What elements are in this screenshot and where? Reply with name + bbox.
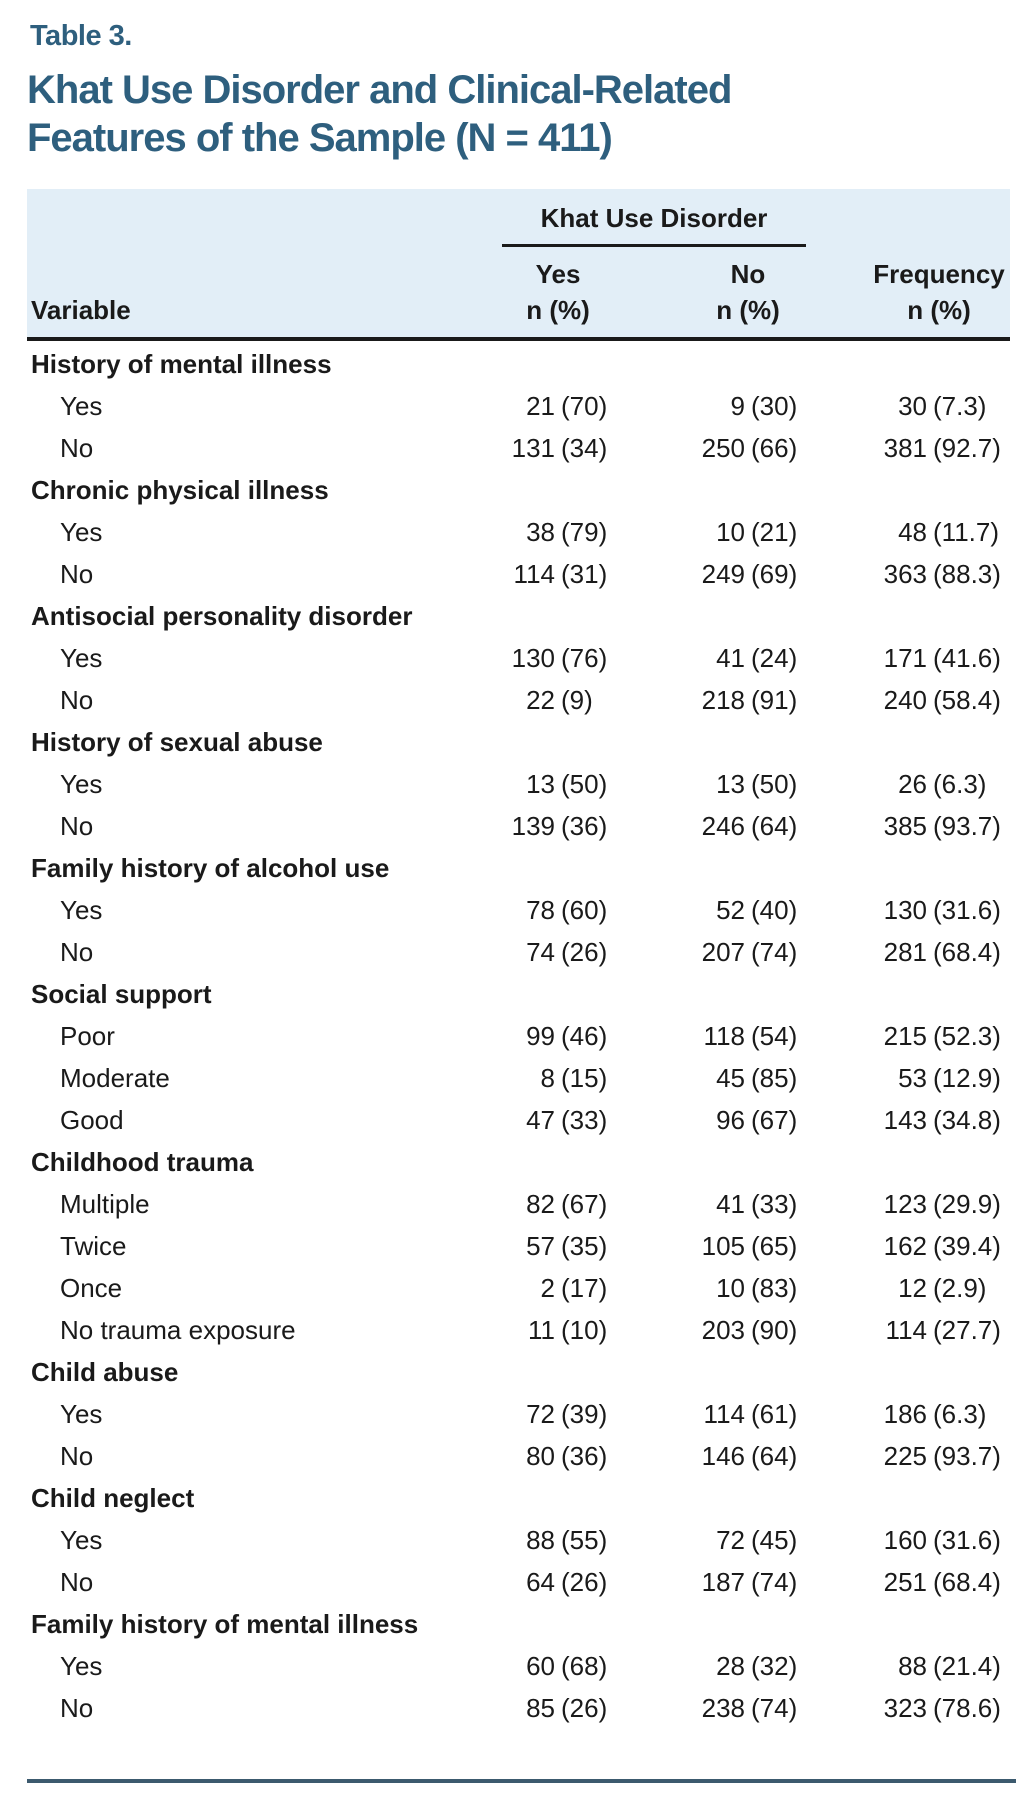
percent-value: (12.9) bbox=[933, 1062, 1001, 1093]
percent-value: (65) bbox=[751, 1230, 798, 1261]
count-value: 11 bbox=[528, 1314, 555, 1345]
section-row bbox=[27, 1603, 1010, 1645]
value-cell-freq bbox=[798, 1063, 1010, 1094]
value-cell-freq bbox=[798, 517, 1010, 548]
section-label: Child abuse bbox=[31, 1356, 179, 1387]
percent-value: (33) bbox=[561, 1104, 608, 1135]
value-cell-freq bbox=[798, 1315, 1010, 1346]
count-value: 41 bbox=[716, 642, 745, 673]
table-row bbox=[27, 931, 1010, 973]
count-value: 10 bbox=[716, 1272, 745, 1303]
count-value: 118 bbox=[703, 1020, 745, 1051]
table-row bbox=[27, 805, 1010, 847]
value-cell-freq bbox=[798, 1021, 1010, 1052]
value-cell-no bbox=[608, 1567, 798, 1598]
count-value: 215 bbox=[883, 1020, 927, 1051]
count-value: 323 bbox=[883, 1692, 927, 1723]
column-subheader-yes: n (%) bbox=[526, 295, 590, 325]
value-cell-yes bbox=[438, 559, 608, 590]
value-cell-no bbox=[608, 685, 798, 716]
value-cell-freq bbox=[798, 769, 1010, 800]
count-value: 57 bbox=[526, 1230, 555, 1261]
value-cell-yes bbox=[438, 1525, 608, 1556]
value-cell-freq bbox=[798, 811, 1010, 842]
table-row bbox=[27, 1435, 1010, 1477]
percent-value: (26) bbox=[561, 1692, 608, 1723]
count-value: 74 bbox=[526, 936, 555, 967]
count-value: 385 bbox=[883, 810, 927, 841]
value-cell-no bbox=[608, 433, 798, 464]
count-value: 240 bbox=[883, 684, 927, 715]
section-row bbox=[27, 847, 1010, 889]
page-title bbox=[27, 66, 731, 162]
percent-value: (66) bbox=[751, 432, 798, 463]
count-value: 130 bbox=[883, 894, 927, 925]
value-cell-yes bbox=[438, 1063, 608, 1094]
value-cell-freq bbox=[798, 1273, 1010, 1304]
percent-value: (15) bbox=[561, 1062, 608, 1093]
value-cell-freq bbox=[798, 1105, 1010, 1136]
percent-value: (58.4) bbox=[933, 684, 1001, 715]
percent-value: (93.7) bbox=[933, 1440, 1001, 1471]
section-label: History of mental illness bbox=[31, 348, 332, 379]
value-cell-no bbox=[608, 1189, 798, 1220]
value-cell-freq bbox=[798, 559, 1010, 590]
count-value: 72 bbox=[716, 1524, 745, 1555]
count-value: 52 bbox=[716, 894, 745, 925]
count-value: 171 bbox=[883, 642, 927, 673]
section-label: Family history of mental illness bbox=[31, 1608, 419, 1639]
count-value: 47 bbox=[526, 1104, 555, 1135]
percent-value: (39.4) bbox=[933, 1230, 1001, 1261]
count-value: 281 bbox=[883, 936, 927, 967]
value-cell-yes bbox=[438, 685, 608, 716]
count-value: 123 bbox=[883, 1188, 927, 1219]
percent-value: (36) bbox=[561, 810, 608, 841]
count-value: 162 bbox=[883, 1230, 927, 1261]
count-value: 105 bbox=[701, 1230, 745, 1261]
percent-value: (39) bbox=[561, 1398, 608, 1429]
section-label: Childhood trauma bbox=[31, 1146, 254, 1177]
count-value: 225 bbox=[883, 1440, 927, 1471]
count-value: 12 bbox=[898, 1272, 927, 1303]
column-header-no: No bbox=[730, 259, 766, 289]
row-label: No bbox=[60, 936, 94, 967]
count-value: 203 bbox=[701, 1314, 745, 1345]
count-value: 2 bbox=[540, 1272, 555, 1303]
count-value: 9 bbox=[730, 390, 745, 421]
count-value: 82 bbox=[526, 1188, 555, 1219]
percent-value: (50) bbox=[561, 768, 608, 799]
value-cell-no bbox=[608, 1399, 798, 1430]
count-value: 251 bbox=[883, 1566, 927, 1597]
percent-value: (40) bbox=[751, 894, 798, 925]
percent-value: (33) bbox=[751, 1188, 798, 1219]
count-value: 88 bbox=[898, 1650, 927, 1681]
value-cell-freq bbox=[798, 1567, 1010, 1598]
percent-value: (69) bbox=[751, 558, 798, 589]
percent-value: (60) bbox=[561, 894, 608, 925]
value-cell-yes bbox=[438, 1567, 608, 1598]
value-cell-no bbox=[608, 895, 798, 926]
percent-value: (24) bbox=[751, 642, 798, 673]
value-cell-yes bbox=[438, 937, 608, 968]
count-value: 143 bbox=[883, 1104, 927, 1135]
percent-value: (6.3) bbox=[933, 1398, 987, 1429]
percent-value: (68.4) bbox=[933, 936, 1001, 967]
percent-value: (88.3) bbox=[933, 558, 1001, 589]
section-row bbox=[27, 469, 1010, 511]
table-row bbox=[27, 553, 1010, 595]
value-cell-freq bbox=[798, 1399, 1010, 1430]
table-row bbox=[27, 1687, 1010, 1729]
count-value: 363 bbox=[883, 558, 927, 589]
value-cell-freq bbox=[798, 1525, 1010, 1556]
value-cell-no bbox=[608, 1021, 798, 1052]
percent-value: (54) bbox=[751, 1020, 798, 1051]
section-label: Family history of alcohol use bbox=[31, 852, 390, 883]
percent-value: (32) bbox=[751, 1650, 798, 1681]
percent-value: (27.7) bbox=[933, 1314, 1001, 1345]
percent-value: (74) bbox=[751, 1566, 798, 1597]
percent-value: (76) bbox=[561, 642, 608, 673]
data-table bbox=[27, 189, 1010, 1729]
count-value: 187 bbox=[701, 1566, 745, 1597]
count-value: 45 bbox=[716, 1062, 745, 1093]
value-cell-yes bbox=[438, 1105, 608, 1136]
percent-value: (2.9) bbox=[933, 1272, 987, 1303]
row-label: Yes bbox=[60, 1524, 103, 1555]
value-cell-yes bbox=[438, 895, 608, 926]
row-label: No bbox=[60, 684, 94, 715]
spanner-spacer-right bbox=[798, 201, 1010, 247]
row-label: Twice bbox=[60, 1230, 127, 1261]
table-row bbox=[27, 427, 1010, 469]
percent-value: (31) bbox=[561, 558, 608, 589]
spanner-wrap bbox=[438, 201, 798, 247]
table-body bbox=[27, 341, 1010, 1729]
percent-value: (17) bbox=[561, 1272, 608, 1303]
value-cell-no bbox=[608, 811, 798, 842]
table-row bbox=[27, 889, 1010, 931]
column-label-spacer bbox=[27, 257, 438, 291]
value-cell-freq bbox=[798, 1231, 1010, 1262]
percent-value: (61) bbox=[751, 1398, 798, 1429]
table-row bbox=[27, 1645, 1010, 1687]
count-value: 99 bbox=[526, 1020, 555, 1051]
percent-value: (68) bbox=[561, 1650, 608, 1681]
percent-value: (70) bbox=[561, 390, 608, 421]
value-cell-freq bbox=[798, 685, 1010, 716]
value-cell-yes bbox=[438, 1441, 608, 1472]
count-value: 60 bbox=[526, 1650, 555, 1681]
spanner-row bbox=[27, 201, 1010, 247]
percent-value: (6.3) bbox=[933, 768, 987, 799]
column-sublabel-row bbox=[27, 293, 1010, 327]
percent-value: (78.6) bbox=[933, 1692, 1001, 1723]
section-row bbox=[27, 595, 1010, 637]
page-title-line1: Khat Use Disorder and Clinical-Related bbox=[27, 68, 732, 112]
count-value: 131 bbox=[511, 432, 555, 463]
table-row bbox=[27, 1183, 1010, 1225]
count-value: 85 bbox=[526, 1692, 555, 1723]
section-row bbox=[27, 973, 1010, 1015]
count-value: 48 bbox=[898, 516, 927, 547]
value-cell-no bbox=[608, 937, 798, 968]
spanner-spacer bbox=[27, 201, 438, 247]
count-value: 26 bbox=[898, 768, 927, 799]
count-value: 30 bbox=[898, 390, 927, 421]
row-label: No bbox=[60, 558, 94, 589]
row-label: Once bbox=[60, 1272, 123, 1303]
value-cell-yes bbox=[438, 1315, 608, 1346]
count-value: 114 bbox=[703, 1398, 745, 1429]
count-value: 13 bbox=[716, 768, 745, 799]
spanner-heading: Khat Use Disorder bbox=[502, 201, 806, 247]
percent-value: (11.7) bbox=[933, 516, 999, 547]
value-cell-no bbox=[608, 1105, 798, 1136]
percent-value: (64) bbox=[751, 810, 798, 841]
percent-value: (83) bbox=[751, 1272, 798, 1303]
section-row bbox=[27, 1477, 1010, 1519]
count-value: 88 bbox=[526, 1524, 555, 1555]
percent-value: (30) bbox=[751, 390, 798, 421]
table-row bbox=[27, 1561, 1010, 1603]
percent-value: (31.6) bbox=[933, 1524, 1001, 1555]
count-value: 238 bbox=[701, 1692, 745, 1723]
count-value: 38 bbox=[526, 516, 555, 547]
count-value: 186 bbox=[883, 1398, 927, 1429]
value-cell-yes bbox=[438, 811, 608, 842]
value-cell-freq bbox=[798, 1693, 1010, 1724]
section-label: History of sexual abuse bbox=[31, 726, 323, 757]
table-row bbox=[27, 1267, 1010, 1309]
row-label: Multiple bbox=[60, 1188, 150, 1219]
value-cell-yes bbox=[438, 433, 608, 464]
row-label: No bbox=[60, 1692, 94, 1723]
percent-value: (74) bbox=[751, 1692, 798, 1723]
table-row bbox=[27, 1015, 1010, 1057]
count-value: 13 bbox=[526, 768, 555, 799]
value-cell-freq bbox=[798, 1441, 1010, 1472]
percent-value: (46) bbox=[561, 1020, 608, 1051]
value-cell-yes bbox=[438, 1399, 608, 1430]
value-cell-yes bbox=[438, 1021, 608, 1052]
row-label: Moderate bbox=[60, 1062, 170, 1093]
table-row bbox=[27, 1309, 1010, 1351]
table-row bbox=[27, 1225, 1010, 1267]
percent-value: (26) bbox=[561, 936, 608, 967]
row-label: Yes bbox=[60, 1398, 103, 1429]
table-row bbox=[27, 511, 1010, 553]
value-cell-no bbox=[608, 391, 798, 422]
table-row bbox=[27, 1057, 1010, 1099]
section-label: Child neglect bbox=[31, 1482, 195, 1513]
section-row bbox=[27, 343, 1010, 385]
count-value: 41 bbox=[716, 1188, 745, 1219]
value-cell-yes bbox=[438, 1231, 608, 1262]
percent-value: (74) bbox=[751, 936, 798, 967]
percent-value: (21.4) bbox=[933, 1650, 1001, 1681]
table-row bbox=[27, 385, 1010, 427]
count-value: 207 bbox=[701, 936, 745, 967]
row-label: Poor bbox=[60, 1020, 115, 1051]
count-value: 96 bbox=[716, 1104, 745, 1135]
count-value: 21 bbox=[526, 390, 555, 421]
percent-value: (90) bbox=[751, 1314, 798, 1345]
value-cell-no bbox=[608, 517, 798, 548]
value-cell-yes bbox=[438, 517, 608, 548]
percent-value: (64) bbox=[751, 1440, 798, 1471]
value-cell-freq bbox=[798, 1189, 1010, 1220]
percent-value: (41.6) bbox=[933, 642, 1001, 673]
column-subheader-freq: n (%) bbox=[907, 295, 971, 325]
count-value: 246 bbox=[701, 810, 745, 841]
value-cell-freq bbox=[798, 895, 1010, 926]
column-label-row bbox=[27, 257, 1010, 291]
row-label: No bbox=[60, 432, 94, 463]
value-cell-no bbox=[608, 1231, 798, 1262]
value-cell-no bbox=[608, 1441, 798, 1472]
row-label: Yes bbox=[60, 1650, 103, 1681]
percent-value: (35) bbox=[561, 1230, 608, 1261]
value-cell-no bbox=[608, 1273, 798, 1304]
percent-value: (21) bbox=[751, 516, 798, 547]
percent-value: (79) bbox=[561, 516, 608, 547]
percent-value: (92.7) bbox=[933, 432, 1001, 463]
table-row bbox=[27, 1519, 1010, 1561]
value-cell-freq bbox=[798, 391, 1010, 422]
percent-value: (36) bbox=[561, 1440, 608, 1471]
row-label: Yes bbox=[60, 390, 103, 421]
table-row bbox=[27, 637, 1010, 679]
count-value: 130 bbox=[511, 642, 555, 673]
percent-value: (91) bbox=[751, 684, 798, 715]
percent-value: (34) bbox=[561, 432, 608, 463]
value-cell-yes bbox=[438, 1693, 608, 1724]
column-subheader-no: n (%) bbox=[716, 295, 780, 325]
section-label: Social support bbox=[31, 978, 212, 1009]
count-value: 22 bbox=[526, 684, 555, 715]
row-label: No bbox=[60, 1566, 94, 1597]
value-cell-yes bbox=[438, 643, 608, 674]
percent-value: (34.8) bbox=[933, 1104, 1001, 1135]
value-cell-freq bbox=[798, 433, 1010, 464]
value-cell-no bbox=[608, 1063, 798, 1094]
section-label: Antisocial personality disorder bbox=[31, 600, 413, 631]
value-cell-no bbox=[608, 643, 798, 674]
value-cell-no bbox=[608, 1693, 798, 1724]
count-value: 218 bbox=[701, 684, 745, 715]
value-cell-no bbox=[608, 769, 798, 800]
value-cell-no bbox=[608, 1315, 798, 1346]
percent-value: (67) bbox=[561, 1188, 608, 1219]
count-value: 72 bbox=[526, 1398, 555, 1429]
value-cell-freq bbox=[798, 1651, 1010, 1682]
section-row bbox=[27, 1141, 1010, 1183]
table-row bbox=[27, 1099, 1010, 1141]
row-label: Yes bbox=[60, 516, 103, 547]
percent-value: (55) bbox=[561, 1524, 608, 1555]
value-cell-yes bbox=[438, 769, 608, 800]
table-header-band bbox=[27, 189, 1010, 341]
count-value: 64 bbox=[526, 1566, 555, 1597]
value-cell-yes bbox=[438, 391, 608, 422]
row-label: Good bbox=[60, 1104, 124, 1135]
value-cell-freq bbox=[798, 937, 1010, 968]
percent-value: (85) bbox=[751, 1062, 798, 1093]
row-label: Yes bbox=[60, 642, 103, 673]
column-header-variable: Variable bbox=[31, 295, 131, 325]
percent-value: (31.6) bbox=[933, 894, 1001, 925]
table-row bbox=[27, 1393, 1010, 1435]
value-cell-no bbox=[608, 559, 798, 590]
percent-value: (7.3) bbox=[933, 390, 987, 421]
count-value: 53 bbox=[898, 1062, 927, 1093]
table-number-eyebrow: Table 3. bbox=[30, 20, 132, 52]
column-header-frequency: Frequency bbox=[873, 259, 1005, 289]
count-value: 114 bbox=[885, 1314, 927, 1345]
count-value: 139 bbox=[511, 810, 555, 841]
section-label: Chronic physical illness bbox=[31, 474, 329, 505]
percent-value: (50) bbox=[751, 768, 798, 799]
row-label: Yes bbox=[60, 768, 103, 799]
percent-value: (10) bbox=[561, 1314, 608, 1345]
value-cell-no bbox=[608, 1651, 798, 1682]
percent-value: (67) bbox=[751, 1104, 798, 1135]
row-label: No trauma exposure bbox=[60, 1314, 296, 1345]
count-value: 160 bbox=[883, 1524, 927, 1555]
value-cell-yes bbox=[438, 1273, 608, 1304]
section-row bbox=[27, 1351, 1010, 1393]
page-title-line2: Features of the Sample (N = 411) bbox=[27, 116, 612, 160]
count-value: 8 bbox=[540, 1062, 555, 1093]
column-header-yes: Yes bbox=[535, 259, 581, 289]
percent-value: (52.3) bbox=[933, 1020, 1001, 1051]
percent-value: (68.4) bbox=[933, 1566, 1001, 1597]
table-row bbox=[27, 679, 1010, 721]
percent-value: (29.9) bbox=[933, 1188, 1001, 1219]
percent-value: (45) bbox=[751, 1524, 798, 1555]
value-cell-yes bbox=[438, 1651, 608, 1682]
count-value: 10 bbox=[716, 516, 745, 547]
count-value: 381 bbox=[883, 432, 927, 463]
count-value: 78 bbox=[526, 894, 555, 925]
percent-value: (26) bbox=[561, 1566, 608, 1597]
section-row bbox=[27, 721, 1010, 763]
count-value: 249 bbox=[701, 558, 745, 589]
percent-value: (9) bbox=[561, 684, 593, 715]
count-value: 80 bbox=[526, 1440, 555, 1471]
percent-value: (93.7) bbox=[933, 810, 1001, 841]
count-value: 146 bbox=[701, 1440, 745, 1471]
count-value: 250 bbox=[701, 432, 745, 463]
count-value: 114 bbox=[513, 558, 555, 589]
table-row bbox=[27, 763, 1010, 805]
value-cell-yes bbox=[438, 1189, 608, 1220]
bottom-rule bbox=[27, 1779, 1016, 1783]
count-value: 28 bbox=[716, 1650, 745, 1681]
value-cell-no bbox=[608, 1525, 798, 1556]
value-cell-freq bbox=[798, 643, 1010, 674]
row-label: Yes bbox=[60, 894, 103, 925]
row-label: No bbox=[60, 810, 94, 841]
row-label: No bbox=[60, 1440, 94, 1471]
